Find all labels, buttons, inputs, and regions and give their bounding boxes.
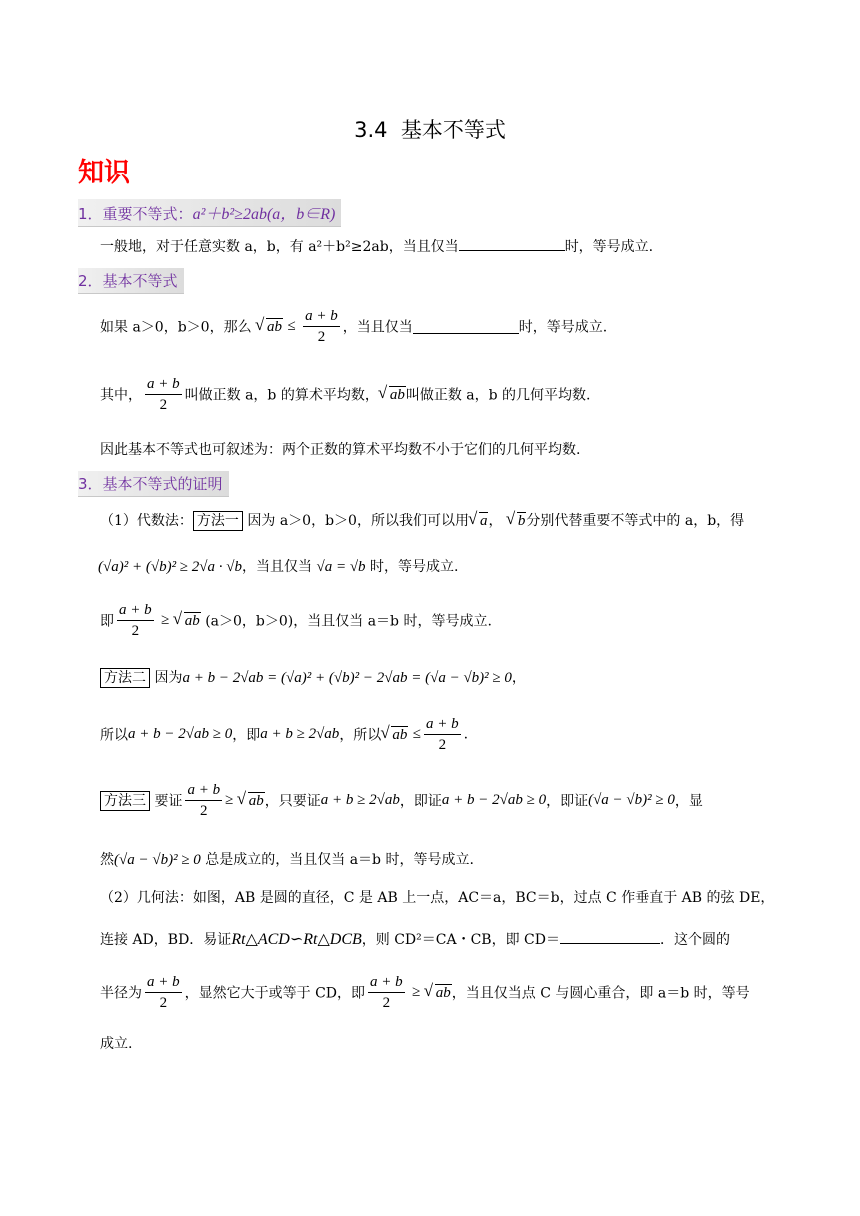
blank-2	[413, 319, 519, 334]
p1-text-b: 时，等号成立.	[564, 239, 654, 255]
g2-text-c: ．这个圆的	[659, 932, 730, 948]
m1b-text-b: ，当且仅当	[242, 559, 313, 575]
geometry-line-2	[100, 929, 730, 949]
p2-text-b: ，当且仅当	[342, 319, 413, 336]
heading-2-number: 2．	[78, 272, 103, 290]
m3-text-d: ，即证	[546, 793, 589, 810]
fraction-numerator: a + b	[145, 972, 182, 993]
fraction-denominator: 2	[159, 397, 168, 413]
method-3-line-2	[100, 849, 474, 869]
formula-similar-triangles: Rt△ACD∽Rt△DCB	[231, 931, 362, 948]
method-1-box: 方法一	[193, 511, 243, 531]
m3b-text-a: 然	[100, 852, 114, 868]
ge-symbol: ≥	[161, 612, 170, 628]
fraction-numerator: a + b	[117, 600, 154, 621]
sqrt-radicand: a	[479, 513, 488, 529]
fraction-mean	[185, 780, 222, 821]
sqrt-ab	[382, 726, 408, 744]
heading-2-text: 基本不等式	[102, 272, 178, 290]
formula-m3b: (√a − √b)² ≥ 0	[114, 852, 201, 868]
m1c-text-a: 即	[100, 613, 114, 630]
section-heading: 知识	[78, 158, 131, 188]
fraction-denominator: 2	[131, 623, 140, 639]
page-title	[0, 114, 860, 144]
method-3-line-1	[100, 780, 703, 821]
geometry-line-1: （2）几何法：如图，AB 是圆的直径，C 是 AB 上一点，AC＝a，BC＝b，过点 C 作垂直于 AB 的弦 DE，	[100, 890, 775, 906]
g2-text-b: ，则 CD²＝CA・CB，即 CD＝	[361, 932, 560, 948]
m2b-text-c: ，所以	[339, 727, 382, 744]
paragraph-2	[100, 306, 607, 347]
fraction-mean	[303, 306, 340, 347]
m2b-text-d: .	[463, 726, 469, 743]
le-symbol: ≤	[287, 318, 296, 334]
p2-text-a: 如果 a＞0，b＞0，那么	[100, 319, 252, 336]
m1c-text-b: (a＞0，b＞0)，当且仅当 a＝b 时，等号成立.	[205, 613, 492, 630]
method-1-line-3	[100, 600, 492, 641]
method-2-box: 方法二	[100, 668, 150, 688]
m1-text-a: （1）代数法：	[100, 513, 193, 529]
heading-1-text: 重要不等式：	[102, 205, 193, 223]
title-number: 3.4	[354, 118, 388, 142]
formula-m2-1: a + b − 2√ab ≥ 0	[128, 726, 233, 742]
g3-text-b: ，显然它大于或等于 CD，即	[184, 985, 366, 1002]
m3-text-a: 要证	[154, 793, 183, 810]
g2-text-a: 连接 AD，BD．易证	[100, 932, 232, 948]
heading-1	[78, 199, 341, 227]
g3-text-c: ，当且仅当点 C 与圆心重合，即 a＝b 时，等号	[451, 985, 750, 1002]
m1b-text-d: 时，等号成立.	[370, 559, 459, 575]
fraction-mean	[145, 972, 182, 1013]
sqrt-ab	[239, 792, 265, 810]
fraction-numerator: a + b	[303, 306, 340, 327]
heading-1-number: 1．	[78, 205, 103, 223]
sqrt-radicand: ab	[435, 984, 451, 1001]
fraction-numerator: a + b	[368, 972, 405, 993]
fraction-mean	[424, 714, 461, 755]
sqrt-ab	[380, 386, 406, 404]
fraction-numerator: a + b	[185, 780, 222, 801]
formula-m3-3: (√a − √b)² ≥ 0	[588, 792, 675, 808]
sqrt-b	[508, 512, 527, 530]
g3-text-a: 半径为	[100, 985, 142, 1002]
heading-2	[78, 268, 184, 294]
formula-m2-2: a + b ≥ 2√ab	[260, 726, 340, 742]
formula-m3-1: a + b ≥ 2√ab	[320, 792, 400, 808]
method-1-line-1	[100, 510, 744, 531]
heading-3	[78, 471, 229, 497]
fraction-numerator: a + b	[424, 714, 461, 735]
sqrt-radicand: b	[517, 513, 526, 529]
sqrt-ab	[426, 984, 452, 1002]
m2b-text-a: 所以	[100, 727, 128, 744]
sqrt-ab	[257, 318, 283, 336]
fraction-denominator: 2	[200, 803, 208, 819]
fraction-denominator: 2	[317, 329, 326, 345]
formula-m3-2: a + b − 2√ab ≥ 0	[441, 792, 547, 808]
fraction-mean	[368, 972, 405, 1013]
m1-text-d: 分别代替重要不等式中的 a，b，得	[526, 513, 745, 529]
p3-text-b: 叫做正数 a，b 的算术平均数，	[184, 387, 379, 404]
method-2-line-1	[100, 667, 526, 688]
m3-text-e: ，显	[674, 793, 703, 810]
m3-text-c: ，即证	[399, 793, 442, 810]
geometry-line-4: 成立.	[100, 1036, 133, 1052]
sqrt-radicand: ab	[267, 318, 283, 335]
le-symbol: ≤	[412, 726, 421, 742]
fraction-mean	[145, 374, 182, 415]
method-2-line-2	[100, 714, 468, 755]
blank-3	[560, 929, 660, 944]
method-3-box: 方法三	[100, 791, 150, 811]
p3-text-a: 其中，	[100, 387, 142, 404]
sqrt-ab	[175, 612, 201, 630]
blank-1	[459, 236, 565, 251]
paragraph-1	[100, 236, 653, 256]
fraction-numerator: a + b	[145, 374, 182, 395]
ge-symbol: ≥	[412, 984, 421, 1000]
sqrt-a	[470, 512, 489, 530]
m3b-text-b: 总是成立的，当且仅当 a＝b 时，等号成立.	[205, 852, 474, 868]
sqrt-radicand: ab	[389, 386, 405, 403]
heading-1-formula: a²＋b²≥2ab(a，b∈R)	[192, 206, 336, 223]
fraction-mean	[117, 600, 154, 641]
m2b-text-b: ，即	[232, 727, 261, 744]
m1-text-c: ，	[488, 513, 503, 529]
geometry-line-3	[100, 972, 750, 1013]
formula-equal-roots: √a = √b	[316, 559, 366, 575]
fraction-denominator: 2	[159, 995, 168, 1011]
sqrt-radicand: ab	[248, 792, 264, 809]
fraction-denominator: 2	[382, 995, 391, 1011]
p1-text-a: 一般地，对于任意实数 a，b，有 a²＋b²≥2ab，当且仅当	[100, 239, 459, 255]
paragraph-4: 因此基本不等式也可叙述为：两个正数的算术平均数不小于它们的几何平均数.	[100, 442, 581, 458]
formula-method-2: a + b − 2√ab = (√a)² + (√b)² − 2√ab = (√a − √b)² ≥ 0	[182, 670, 512, 686]
m2-text-b: ，	[511, 670, 526, 686]
m3-text-b: ，只要证	[264, 793, 321, 810]
title-text: 基本不等式	[400, 118, 506, 142]
p3-text-c: 叫做正数 a，b 的几何平均数.	[405, 387, 591, 404]
sqrt-radicand: ab	[392, 726, 408, 743]
p2-text-c: 时，等号成立.	[518, 319, 608, 336]
heading-3-text: 基本不等式的证明	[102, 475, 223, 493]
m2-text-a: 因为	[154, 670, 183, 686]
sqrt-radicand: ab	[184, 612, 200, 629]
formula-square-sum: (√a)² + (√b)² ≥ 2√a · √b	[98, 559, 243, 575]
paragraph-3	[100, 374, 591, 415]
fraction-denominator: 2	[438, 737, 447, 753]
m1-text-b: 因为 a＞0，b＞0，所以我们可以用	[247, 513, 469, 529]
heading-3-number: 3．	[78, 475, 103, 493]
method-1-line-2	[98, 556, 458, 576]
ge-symbol: ≥	[225, 792, 234, 808]
